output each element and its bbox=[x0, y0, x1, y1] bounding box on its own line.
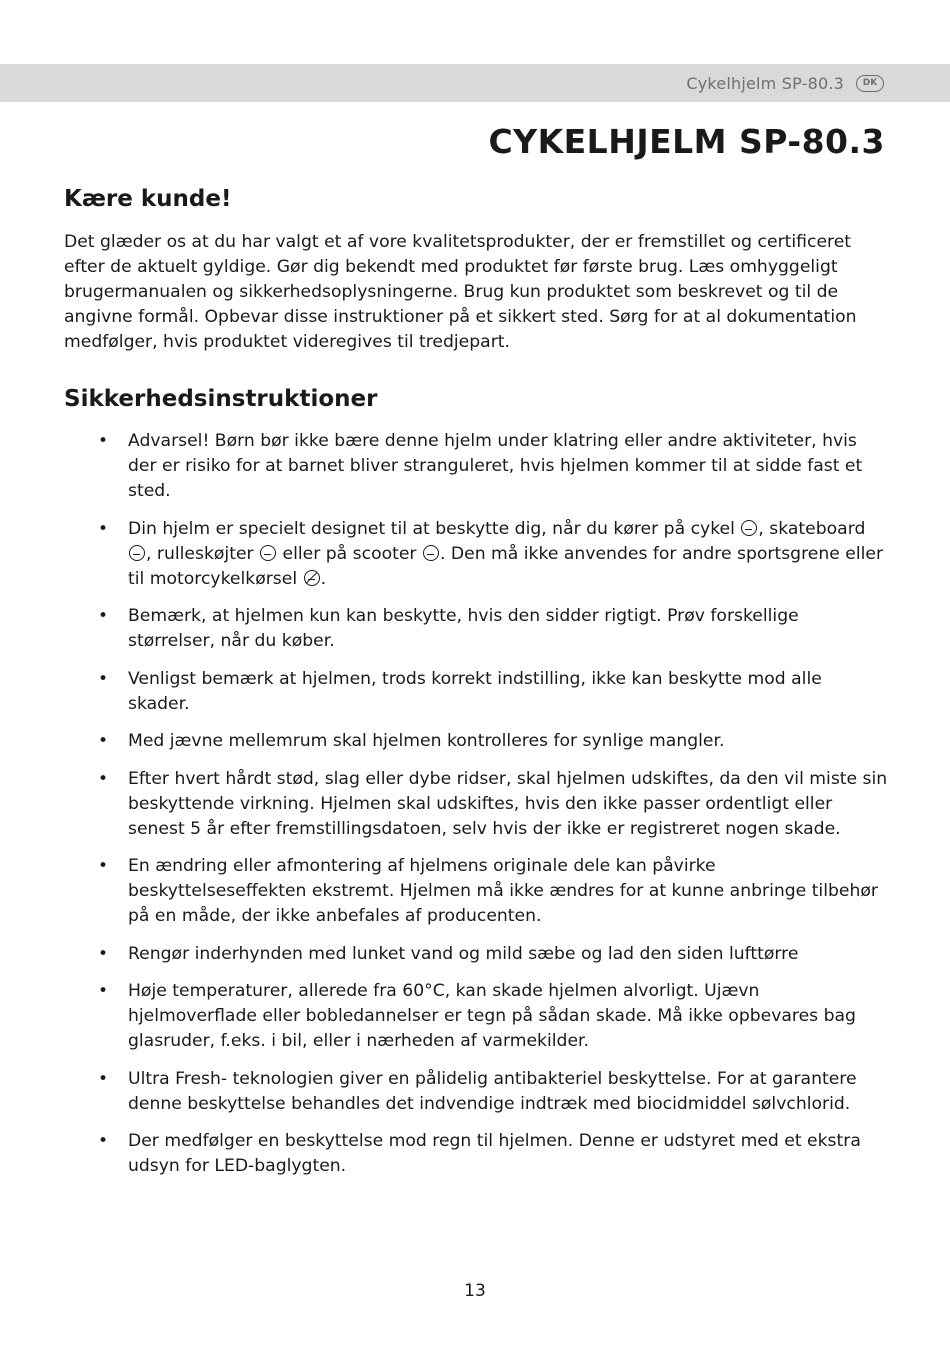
list-item bbox=[0, 854, 888, 929]
intro-paragraph: Det glæder os at du har valgt et af vore kvalitetsprodukter, der er fremstillet og certificeret efter de aktuelt gyldige. Gør dig bekendt med produktet før første brug. Læs omhyggeligt brugermanualen og sikkerhedsoplysningerne. Brug kun produktet som beskrevet og til de angivne formål. Opbevar disse instruktioner på et sikkert sted. Sørg for at al dokumentation medfølger, hvis produktet videregives til tredjepart. bbox=[64, 232, 857, 352]
scooter-icon bbox=[423, 545, 439, 561]
bullet-icon: • bbox=[98, 856, 109, 876]
bullet-icon: • bbox=[98, 1131, 109, 1151]
list-item-text: Med jævne mellemrum skal hjelmen kontrolleres for synlige mangler. bbox=[128, 731, 725, 751]
list-item-text: , rulleskøjter bbox=[146, 543, 254, 564]
list-item-text: eller på scooter bbox=[282, 543, 417, 564]
bicycle-icon bbox=[741, 520, 757, 536]
bullet-icon: • bbox=[98, 731, 109, 751]
no-motorcycle-icon bbox=[304, 570, 320, 586]
bullet-icon: • bbox=[98, 668, 109, 689]
page-title: CYKELHJELM SP-80.3 bbox=[488, 122, 885, 161]
list-item-text: Ultra Fresh- teknologien giver en pålidelig antibakteriel beskyttelse. For at garantere denne beskyttelse behandles det indvendige indtræk med biocidmiddel sølvchlorid. bbox=[128, 1068, 857, 1114]
list-item bbox=[0, 767, 888, 842]
list-item-text: Høje temperaturer, allerede fra 60°C, kan skade hjelmen alvorligt. Ujævn hjelmoverflade eller bobledannelser er tegn på sådan skade. Må ikke opbevares bag glasruder, f.eks. i bil, eller i nærheden af varmekilder. bbox=[128, 981, 856, 1051]
list-item-text: , skateboard bbox=[758, 518, 866, 539]
list-item bbox=[0, 604, 888, 654]
list-item-text: Venligst bemærk at hjelmen, trods korrekt indstilling, ikke kan beskytte mod alle skader. bbox=[128, 668, 822, 714]
list-item-text: . Den må ikke anvendes for andre sportsgrene eller til motorcykelkørsel bbox=[128, 543, 884, 589]
list-item bbox=[0, 667, 888, 717]
bullet-icon: • bbox=[98, 606, 109, 626]
list-item bbox=[0, 429, 888, 504]
safety-heading: Sikkerhedsinstruktioner bbox=[64, 386, 378, 412]
list-item bbox=[0, 1129, 888, 1179]
list-item bbox=[0, 979, 888, 1054]
bullet-icon: • bbox=[98, 518, 109, 539]
list-item bbox=[0, 729, 888, 754]
skateboard-icon bbox=[129, 545, 145, 561]
bullet-icon: • bbox=[98, 981, 109, 1001]
bullet-icon: • bbox=[98, 1068, 109, 1089]
list-item-text: Din hjelm er specielt designet til at beskytte dig, når du kører på cykel bbox=[128, 518, 735, 539]
intro-heading: Kære kunde! bbox=[64, 186, 232, 212]
list-item bbox=[0, 517, 888, 592]
list-item-text: En ændring eller afmontering af hjelmens originale dele kan påvirke beskyttelseseffekten ekstremt. Hjelmen må ikke ændres for at kunne anbringe tilbehør på en måde, der ikke anbefales af producenten. bbox=[128, 856, 878, 926]
page-number: 13 bbox=[464, 1281, 486, 1301]
bullet-icon: • bbox=[98, 943, 109, 964]
list-item-text: Rengør inderhynden med lunket vand og mild sæbe og lad den siden lufttørre bbox=[128, 943, 799, 964]
list-item-text: Advarsel! Børn bør ikke bære denne hjelm under klatring eller andre aktiviteter, hvis der er risiko for at barnet bliver stranguleret, hvis hjelmen kommer til at sidde fast et sted. bbox=[128, 431, 863, 501]
language-badge: DK bbox=[856, 75, 884, 92]
list-item-text: Der medfølger en beskyttelse mod regn til hjelmen. Denne er udstyret med et ekstra udsyn for LED-baglygten. bbox=[128, 1131, 861, 1176]
list-item bbox=[0, 1067, 888, 1117]
safety-list bbox=[0, 429, 950, 1192]
list-item bbox=[0, 942, 888, 967]
bullet-icon: • bbox=[98, 431, 109, 451]
list-item-text: . bbox=[320, 568, 327, 589]
inline-skates-icon bbox=[260, 545, 276, 561]
list-item-text: Bemærk, at hjelmen kun kan beskytte, hvis den sidder rigtigt. Prøv forskellige størrelser, når du køber. bbox=[128, 606, 799, 651]
list-item-text: Efter hvert hårdt stød, slag eller dybe ridser, skal hjelmen udskiftes, da den vil miste sin beskyttende virkning. Hjelmen skal udskiftes, hvis den ikke passer ordentligt eller senest 5 år efter fremstillingsdatoen, selv hvis der ikke er registreret nogen skade. bbox=[128, 768, 888, 839]
running-header: Cykelhjelm SP-80.3 bbox=[686, 74, 844, 93]
bullet-icon: • bbox=[98, 768, 109, 789]
